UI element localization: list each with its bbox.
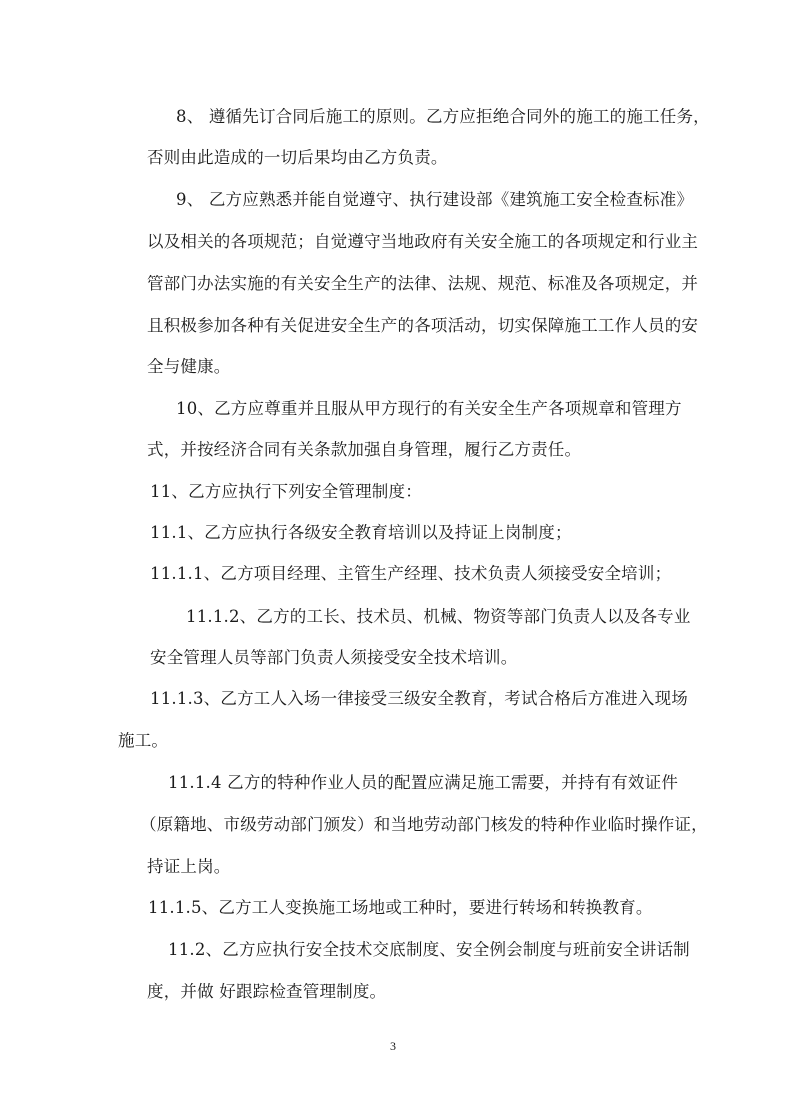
text-line: 施工。 — [118, 731, 169, 750]
text-line: 11.1.1、乙方项目经理、主管生产经理、技术负责人须接受安全培训； — [150, 564, 672, 583]
text-line: 8、 遵循先订合同后施工的原则。乙方应拒绝合同外的施工的施工任务， — [176, 107, 710, 126]
text-line: 全与健康。 — [147, 357, 231, 376]
text-line: 安全管理人员等部门负责人须接受安全技术培训。 — [150, 648, 518, 667]
text-line: 11.1、乙方应执行各级安全教育培训以及持证上岗制度； — [150, 523, 572, 542]
text-line: （原籍地、市级劳动部门颁发）和当地劳动部门核发的特种作业临时操作证， — [140, 815, 708, 834]
text-line: 以及相关的各项规范；自觉遵守当地政府有关安全施工的各项规定和行业主 — [147, 232, 699, 251]
text-line: 10、乙方应尊重并且服从甲方现行的有关安全生产各项规章和管理方 — [176, 399, 682, 418]
text-line: 否则由此造成的一切后果均由乙方负责。 — [147, 148, 448, 167]
text-line: 11.1.5、乙方工人变换施工场地或工种时，要进行转场和转换教育。 — [148, 898, 653, 917]
text-line: 11.2、乙方应执行安全技术交底制度、安全例会制度与班前安全讲话制 — [168, 940, 690, 959]
text-line: 持证上岗。 — [147, 857, 231, 876]
text-line: 9、 乙方应熟悉并能自觉遵守、执行建设部《建筑施工安全检查标准》 — [176, 190, 694, 209]
text-line: 式，并按经济合同有关条款加强自身管理，履行乙方责任。 — [147, 440, 582, 459]
text-line: 11、乙方应执行下列安全管理制度： — [150, 482, 422, 501]
text-line: 度，并做 好跟踪检查管理制度。 — [147, 982, 387, 1001]
text-line: 管部门办法实施的有关安全生产的法律、法规、规范、标准及各项规定，并 — [147, 274, 699, 293]
text-line: 11.1.3、乙方工人入场一律接受三级安全教育，考试合格后方准进入现场 — [150, 689, 688, 708]
text-line: 11.1.2、乙方的工长、技术员、机械、物资等部门负责人以及各专业 — [186, 607, 691, 626]
text-line: 且积极参加各种有关促进安全生产的各项活动，切实保障施工工作人员的安 — [147, 316, 699, 335]
page-number: 3 — [390, 1039, 396, 1053]
text-line: 11.1.4 乙方的特种作业人员的配置应满足施工需要，并持有有效证件 — [168, 773, 679, 792]
